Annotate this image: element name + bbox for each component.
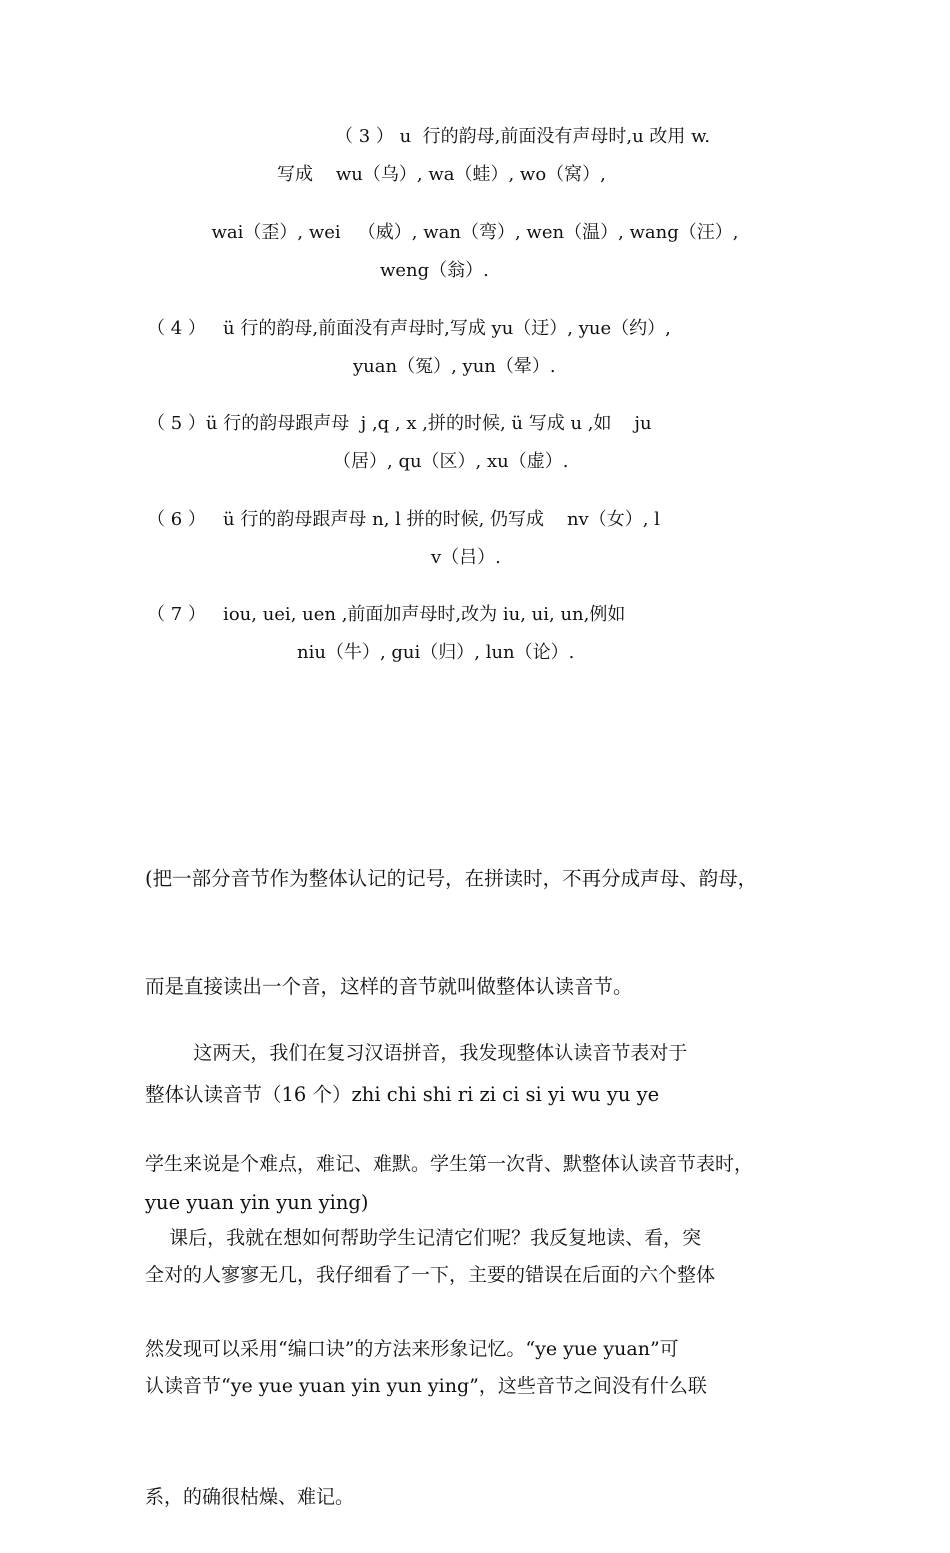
rule-4-line-2: yuan（冤）, yun（晕）. [353, 356, 556, 377]
rule-6-line-2: v（吕）. [431, 547, 501, 568]
rule-3-line-3: wai（歪）, wei （威）, wan（弯）, wen（温）, wang（汪）, [211, 222, 739, 243]
rule-3-line-4: weng（翁）. [380, 260, 489, 281]
rule-5-line-1: （ 5 ）ü 行的韵母跟声母 j ,q , x ,拼的时候, ü 写成 u ,如 ju [147, 413, 652, 434]
rule-3-line-1: （ 3 ） u 行的韵母,前面没有声母时,u 改用 w. [335, 126, 711, 147]
definition-line-2: 而是直接读出一个音，这样的音节就叫做整体认读音节。 [145, 975, 633, 998]
essay-p1-line-3: 全对的人寥寥无几，我仔细看了一下，主要的错误在后面的六个整体 [145, 1264, 716, 1286]
definition-line-1: (把一部分音节作为整体认记的记号，在拼读时，不再分成声母、韵母， [145, 867, 758, 890]
essay-p1-line-4: 认读音节“ye yue yuan yin yun ying”，这些音节之间没有什么联 [145, 1375, 707, 1397]
essay-p1-line-1: 这两天，我们在复习汉语拼音，我发现整体认读音节表对于 [145, 1042, 688, 1064]
definition-line-4: yue yuan yin yun ying) [145, 1191, 369, 1214]
essay-p1-line-5: 系，的确很枯燥、难记。 [145, 1486, 355, 1508]
rule-3-line-2: 写成 wu（乌）, wa（蛙）, wo（窝）, [277, 164, 606, 185]
rule-5-line-2: （居）, qu（区）, xu（虚）. [333, 451, 569, 472]
definition-line-3: 整体认读音节（16 个）zhi chi shi ri zi ci si yi wu yu ye [145, 1083, 660, 1106]
essay-paragraph-2 [145, 1146, 810, 1405]
essay-p2-line-2: 然发现可以采用“编口诀”的方法来形象记忆。“ye yue yuan”可 [145, 1338, 679, 1360]
essay-p1-line-2: 学生来说是个难点，难记、难默。学生第一次背、默整体认读音节表时， [145, 1153, 754, 1175]
rule-4-line-1: （ 4 ） ü 行的韵母,前面没有声母时,写成 yu（迂）, yue（约）, [147, 318, 671, 339]
rule-6-line-1: （ 6 ） ü 行的韵母跟声母 n, l 拼的时候, 仍写成 nv（女）, l [147, 509, 660, 530]
essay-p2-line-1: 课后，我就在想如何帮助学生记清它们呢？我反复地读、看，突 [145, 1227, 702, 1249]
rule-7-line-1: （ 7 ） iou, uei, uen ,前面加声母时,改为 iu, ui, un,例如 [147, 604, 626, 625]
rule-7-line-2: niu（牛）, gui（归）, lun（论）. [297, 642, 575, 663]
